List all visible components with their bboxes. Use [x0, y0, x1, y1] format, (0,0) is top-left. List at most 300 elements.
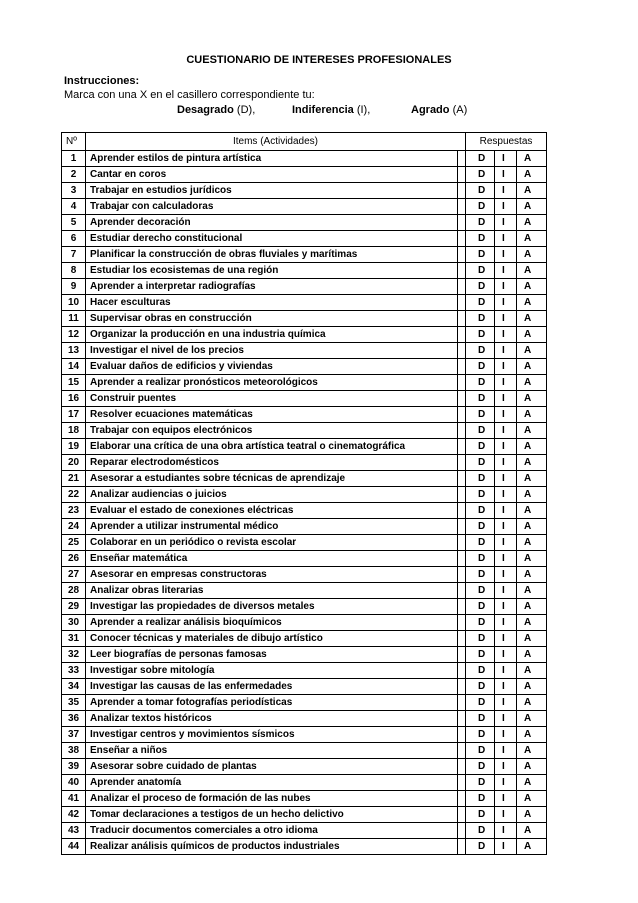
response-d[interactable]: D [478, 281, 486, 292]
response-i[interactable]: I [502, 665, 505, 676]
response-i[interactable]: I [502, 329, 505, 340]
row-responses [466, 647, 547, 663]
row-spacer [458, 711, 466, 727]
response-i[interactable]: I [502, 777, 505, 788]
row-responses [466, 807, 547, 823]
response-a[interactable]: A [524, 201, 532, 212]
row-item: Aprender estilos de pintura artística [86, 151, 458, 167]
response-a[interactable]: A [524, 601, 532, 612]
response-a[interactable]: A [524, 633, 532, 644]
response-i[interactable]: I [502, 729, 505, 740]
response-divider [516, 167, 517, 182]
response-divider [516, 343, 517, 358]
response-divider [494, 263, 495, 278]
response-d[interactable]: D [478, 313, 486, 324]
response-divider [516, 439, 517, 454]
response-divider [494, 215, 495, 230]
response-d[interactable]: D [478, 585, 486, 596]
response-d[interactable]: D [478, 329, 486, 340]
response-divider [516, 215, 517, 230]
response-i[interactable]: I [502, 793, 505, 804]
row-item: Construir puentes [86, 391, 458, 407]
row-responses [466, 343, 547, 359]
row-item: Trabajar en estudios jurídicos [86, 183, 458, 199]
response-a[interactable]: A [524, 553, 532, 564]
response-i[interactable]: I [502, 441, 505, 452]
table-row [62, 711, 547, 727]
response-a[interactable]: A [524, 681, 532, 692]
response-d[interactable]: D [478, 185, 486, 196]
response-i[interactable]: I [502, 457, 505, 468]
response-a[interactable]: A [524, 649, 532, 660]
response-d[interactable]: D [478, 761, 486, 772]
row-responses [466, 151, 547, 167]
response-d[interactable]: D [478, 441, 486, 452]
response-i[interactable]: I [502, 825, 505, 836]
response-a[interactable]: A [524, 585, 532, 596]
row-item: Elaborar una crítica de una obra artística teatral o cinematográfica [86, 439, 458, 455]
response-divider [516, 535, 517, 550]
response-i[interactable]: I [502, 345, 505, 356]
row-number: 35 [62, 695, 86, 711]
row-responses [466, 471, 547, 487]
response-a[interactable]: A [524, 617, 532, 628]
response-d[interactable]: D [478, 201, 486, 212]
row-spacer [458, 807, 466, 823]
response-i[interactable]: I [502, 809, 505, 820]
row-item: Trabajar con equipos electrónicos [86, 423, 458, 439]
response-divider [516, 199, 517, 214]
table-row [62, 311, 547, 327]
response-divider [494, 759, 495, 774]
response-a[interactable]: A [524, 841, 532, 852]
row-responses [466, 167, 547, 183]
table-row [62, 183, 547, 199]
response-d[interactable]: D [478, 569, 486, 580]
response-divider [494, 279, 495, 294]
response-divider [516, 359, 517, 374]
row-item: Trabajar con calculadoras [86, 199, 458, 215]
response-d[interactable]: D [478, 665, 486, 676]
response-d[interactable]: D [478, 489, 486, 500]
row-responses [466, 215, 547, 231]
response-i[interactable]: I [502, 649, 505, 660]
response-d[interactable]: D [478, 233, 486, 244]
row-spacer [458, 631, 466, 647]
response-a[interactable]: A [524, 697, 532, 708]
response-i[interactable]: I [502, 265, 505, 276]
response-divider [516, 311, 517, 326]
response-d[interactable]: D [478, 425, 486, 436]
response-d[interactable]: D [478, 521, 486, 532]
response-d[interactable]: D [478, 809, 486, 820]
table-row [62, 615, 547, 631]
row-item: Hacer esculturas [86, 295, 458, 311]
response-i[interactable]: I [502, 585, 505, 596]
table-row [62, 215, 547, 231]
response-d[interactable]: D [478, 697, 486, 708]
response-a[interactable]: A [524, 377, 532, 388]
response-divider [494, 775, 495, 790]
row-responses [466, 263, 547, 279]
response-a[interactable]: A [524, 761, 532, 772]
response-i[interactable]: I [502, 297, 505, 308]
response-i[interactable]: I [502, 697, 505, 708]
row-number: 12 [62, 327, 86, 343]
row-item: Investigar sobre mitología [86, 663, 458, 679]
response-a[interactable]: A [524, 329, 532, 340]
response-a[interactable]: A [524, 729, 532, 740]
response-d[interactable]: D [478, 617, 486, 628]
response-divider [494, 839, 495, 854]
row-spacer [458, 727, 466, 743]
response-a[interactable]: A [524, 361, 532, 372]
table-row [62, 247, 547, 263]
row-item: Reparar electrodomésticos [86, 455, 458, 471]
row-item: Colaborar en un periódico o revista escolar [86, 535, 458, 551]
response-i[interactable]: I [502, 249, 505, 260]
row-item: Investigar el nivel de los precios [86, 343, 458, 359]
row-spacer [458, 327, 466, 343]
row-item: Investigar las propiedades de diversos metales [86, 599, 458, 615]
table-row [62, 679, 547, 695]
response-d[interactable]: D [478, 553, 486, 564]
response-i[interactable]: I [502, 601, 505, 612]
response-i[interactable]: I [502, 409, 505, 420]
row-responses [466, 391, 547, 407]
table-row [62, 487, 547, 503]
row-spacer [458, 519, 466, 535]
response-divider [516, 263, 517, 278]
document-title: CUESTIONARIO DE INTERESES PROFESIONALES [186, 54, 452, 66]
table-row [62, 551, 547, 567]
response-d[interactable]: D [478, 793, 486, 804]
response-i[interactable]: I [502, 361, 505, 372]
row-number: 15 [62, 375, 86, 391]
response-d[interactable]: D [478, 473, 486, 484]
response-d[interactable]: D [478, 633, 486, 644]
table-row [62, 503, 547, 519]
response-d[interactable]: D [478, 217, 486, 228]
response-divider [516, 727, 517, 742]
table-row [62, 279, 547, 295]
row-responses [466, 455, 547, 471]
response-i[interactable]: I [502, 569, 505, 580]
table-row [62, 263, 547, 279]
response-divider [516, 823, 517, 838]
response-i[interactable]: I [502, 681, 505, 692]
response-divider [494, 679, 495, 694]
response-i[interactable]: I [502, 185, 505, 196]
row-item: Enseñar a niños [86, 743, 458, 759]
response-i[interactable]: I [502, 153, 505, 164]
row-number: 31 [62, 631, 86, 647]
response-d[interactable]: D [478, 681, 486, 692]
response-divider [494, 311, 495, 326]
response-d[interactable]: D [478, 713, 486, 724]
response-a[interactable]: A [524, 777, 532, 788]
response-d[interactable]: D [478, 169, 486, 180]
response-divider [494, 167, 495, 182]
table-row [62, 423, 547, 439]
row-spacer [458, 183, 466, 199]
response-divider [494, 391, 495, 406]
row-number: 41 [62, 791, 86, 807]
row-responses [466, 775, 547, 791]
option-code: (I), [356, 104, 371, 116]
response-d[interactable]: D [478, 745, 486, 756]
response-d[interactable]: D [478, 409, 486, 420]
table-row [62, 647, 547, 663]
response-d[interactable]: D [478, 297, 486, 308]
table-row [62, 743, 547, 759]
response-divider [494, 727, 495, 742]
response-divider [516, 711, 517, 726]
response-i[interactable]: I [502, 425, 505, 436]
option-code: (A) [452, 104, 468, 116]
row-number: 9 [62, 279, 86, 295]
response-i[interactable]: I [502, 217, 505, 228]
row-responses [466, 311, 547, 327]
row-item: Aprender a interpretar radiografías [86, 279, 458, 295]
table-row [62, 567, 547, 583]
row-responses [466, 743, 547, 759]
table-row [62, 631, 547, 647]
response-i[interactable]: I [502, 233, 505, 244]
response-divider [516, 183, 517, 198]
table-row [62, 151, 547, 167]
table-row [62, 823, 547, 839]
row-number: 10 [62, 295, 86, 311]
response-a[interactable]: A [524, 233, 532, 244]
response-a[interactable]: A [524, 345, 532, 356]
row-responses [466, 631, 547, 647]
response-a[interactable]: A [524, 537, 532, 548]
row-item: Cantar en coros [86, 167, 458, 183]
response-divider [494, 375, 495, 390]
response-d[interactable]: D [478, 457, 486, 468]
response-a[interactable]: A [524, 745, 532, 756]
response-a[interactable]: A [524, 569, 532, 580]
row-item: Conocer técnicas y materiales de dibujo artístico [86, 631, 458, 647]
row-spacer [458, 199, 466, 215]
response-d[interactable]: D [478, 345, 486, 356]
row-responses [466, 519, 547, 535]
row-spacer [458, 759, 466, 775]
row-responses [466, 615, 547, 631]
response-i[interactable]: I [502, 473, 505, 484]
response-d[interactable]: D [478, 777, 486, 788]
row-responses [466, 183, 547, 199]
response-divider [516, 391, 517, 406]
response-i[interactable]: I [502, 169, 505, 180]
row-responses [466, 759, 547, 775]
response-d[interactable]: D [478, 393, 486, 404]
response-divider [494, 439, 495, 454]
row-responses [466, 279, 547, 295]
response-a[interactable]: A [524, 313, 532, 324]
row-responses [466, 535, 547, 551]
response-d[interactable]: D [478, 265, 486, 276]
table-row [62, 455, 547, 471]
response-a[interactable]: A [524, 281, 532, 292]
row-spacer [458, 423, 466, 439]
response-divider [516, 247, 517, 262]
response-divider [516, 151, 517, 166]
response-a[interactable]: A [524, 825, 532, 836]
response-i[interactable]: I [502, 489, 505, 500]
header-responses: Respuestas [466, 133, 547, 151]
row-number: 23 [62, 503, 86, 519]
row-item: Enseñar matemática [86, 551, 458, 567]
row-number: 32 [62, 647, 86, 663]
response-a[interactable]: A [524, 169, 532, 180]
row-spacer [458, 455, 466, 471]
row-number: 30 [62, 615, 86, 631]
table-row [62, 695, 547, 711]
row-item: Aprender a realizar pronósticos meteorológicos [86, 375, 458, 391]
table-row [62, 327, 547, 343]
row-item: Realizar análisis químicos de productos industriales [86, 839, 458, 855]
row-number: 8 [62, 263, 86, 279]
response-a[interactable]: A [524, 505, 532, 516]
response-i[interactable]: I [502, 841, 505, 852]
response-a[interactable]: A [524, 185, 532, 196]
response-d[interactable]: D [478, 537, 486, 548]
response-a[interactable]: A [524, 457, 532, 468]
response-i[interactable]: I [502, 505, 505, 516]
response-d[interactable]: D [478, 729, 486, 740]
response-divider [494, 247, 495, 262]
row-responses [466, 359, 547, 375]
option-code: (D), [236, 104, 256, 116]
response-a[interactable]: A [524, 665, 532, 676]
response-a[interactable]: A [524, 489, 532, 500]
response-divider [516, 423, 517, 438]
response-i[interactable]: I [502, 201, 505, 212]
row-spacer [458, 439, 466, 455]
response-i[interactable]: I [502, 521, 505, 532]
response-d[interactable]: D [478, 649, 486, 660]
response-divider [494, 583, 495, 598]
response-i[interactable]: I [502, 745, 505, 756]
row-item: Analizar obras literarias [86, 583, 458, 599]
row-responses [466, 711, 547, 727]
response-divider [516, 647, 517, 662]
response-a[interactable]: A [524, 393, 532, 404]
row-spacer [458, 647, 466, 663]
response-i[interactable]: I [502, 617, 505, 628]
response-divider [494, 567, 495, 582]
response-d[interactable]: D [478, 361, 486, 372]
response-a[interactable]: A [524, 265, 532, 276]
response-i[interactable]: I [502, 377, 505, 388]
response-divider [494, 791, 495, 806]
table-row [62, 375, 547, 391]
row-spacer [458, 487, 466, 503]
option-label: Desagrado [177, 104, 234, 116]
response-d[interactable]: D [478, 249, 486, 260]
table-row [62, 343, 547, 359]
response-divider [494, 743, 495, 758]
response-a[interactable]: A [524, 441, 532, 452]
row-number: 39 [62, 759, 86, 775]
response-divider [494, 471, 495, 486]
response-d[interactable]: D [478, 377, 486, 388]
response-divider [516, 631, 517, 646]
row-number: 27 [62, 567, 86, 583]
response-a[interactable]: A [524, 793, 532, 804]
row-spacer [458, 407, 466, 423]
row-number: 14 [62, 359, 86, 375]
response-divider [516, 567, 517, 582]
row-responses [466, 727, 547, 743]
table-row [62, 359, 547, 375]
response-a[interactable]: A [524, 473, 532, 484]
response-divider [494, 695, 495, 710]
response-i[interactable]: I [502, 633, 505, 644]
response-i[interactable]: I [502, 281, 505, 292]
response-i[interactable]: I [502, 761, 505, 772]
row-spacer [458, 823, 466, 839]
response-a[interactable]: A [524, 809, 532, 820]
response-divider [516, 759, 517, 774]
row-item: Aprender a realizar análisis bioquímicos [86, 615, 458, 631]
row-responses [466, 439, 547, 455]
response-i[interactable]: I [502, 393, 505, 404]
response-divider [494, 199, 495, 214]
row-spacer [458, 743, 466, 759]
response-a[interactable]: A [524, 425, 532, 436]
row-spacer [458, 391, 466, 407]
row-responses [466, 503, 547, 519]
response-i[interactable]: I [502, 713, 505, 724]
response-a[interactable]: A [524, 521, 532, 532]
row-item: Investigar las causas de las enfermedades [86, 679, 458, 695]
instructions-heading: Instrucciones: [64, 75, 140, 87]
response-d[interactable]: D [478, 601, 486, 612]
response-a[interactable]: A [524, 217, 532, 228]
response-divider [516, 743, 517, 758]
table-row [62, 663, 547, 679]
response-i[interactable]: I [502, 553, 505, 564]
row-item: Analizar textos históricos [86, 711, 458, 727]
row-number: 29 [62, 599, 86, 615]
response-a[interactable]: A [524, 249, 532, 260]
questionnaire-table [61, 132, 547, 855]
response-a[interactable]: A [524, 713, 532, 724]
response-a[interactable]: A [524, 297, 532, 308]
row-responses [466, 375, 547, 391]
response-divider [516, 839, 517, 854]
row-responses [466, 567, 547, 583]
table-row [62, 535, 547, 551]
response-d[interactable]: D [478, 505, 486, 516]
response-a[interactable]: A [524, 409, 532, 420]
response-d[interactable]: D [478, 825, 486, 836]
response-d[interactable]: D [478, 153, 486, 164]
response-divider [494, 519, 495, 534]
row-spacer [458, 375, 466, 391]
response-i[interactable]: I [502, 537, 505, 548]
response-i[interactable]: I [502, 313, 505, 324]
row-responses [466, 199, 547, 215]
row-number: 42 [62, 807, 86, 823]
response-a[interactable]: A [524, 153, 532, 164]
row-spacer [458, 471, 466, 487]
row-number: 2 [62, 167, 86, 183]
response-d[interactable]: D [478, 841, 486, 852]
